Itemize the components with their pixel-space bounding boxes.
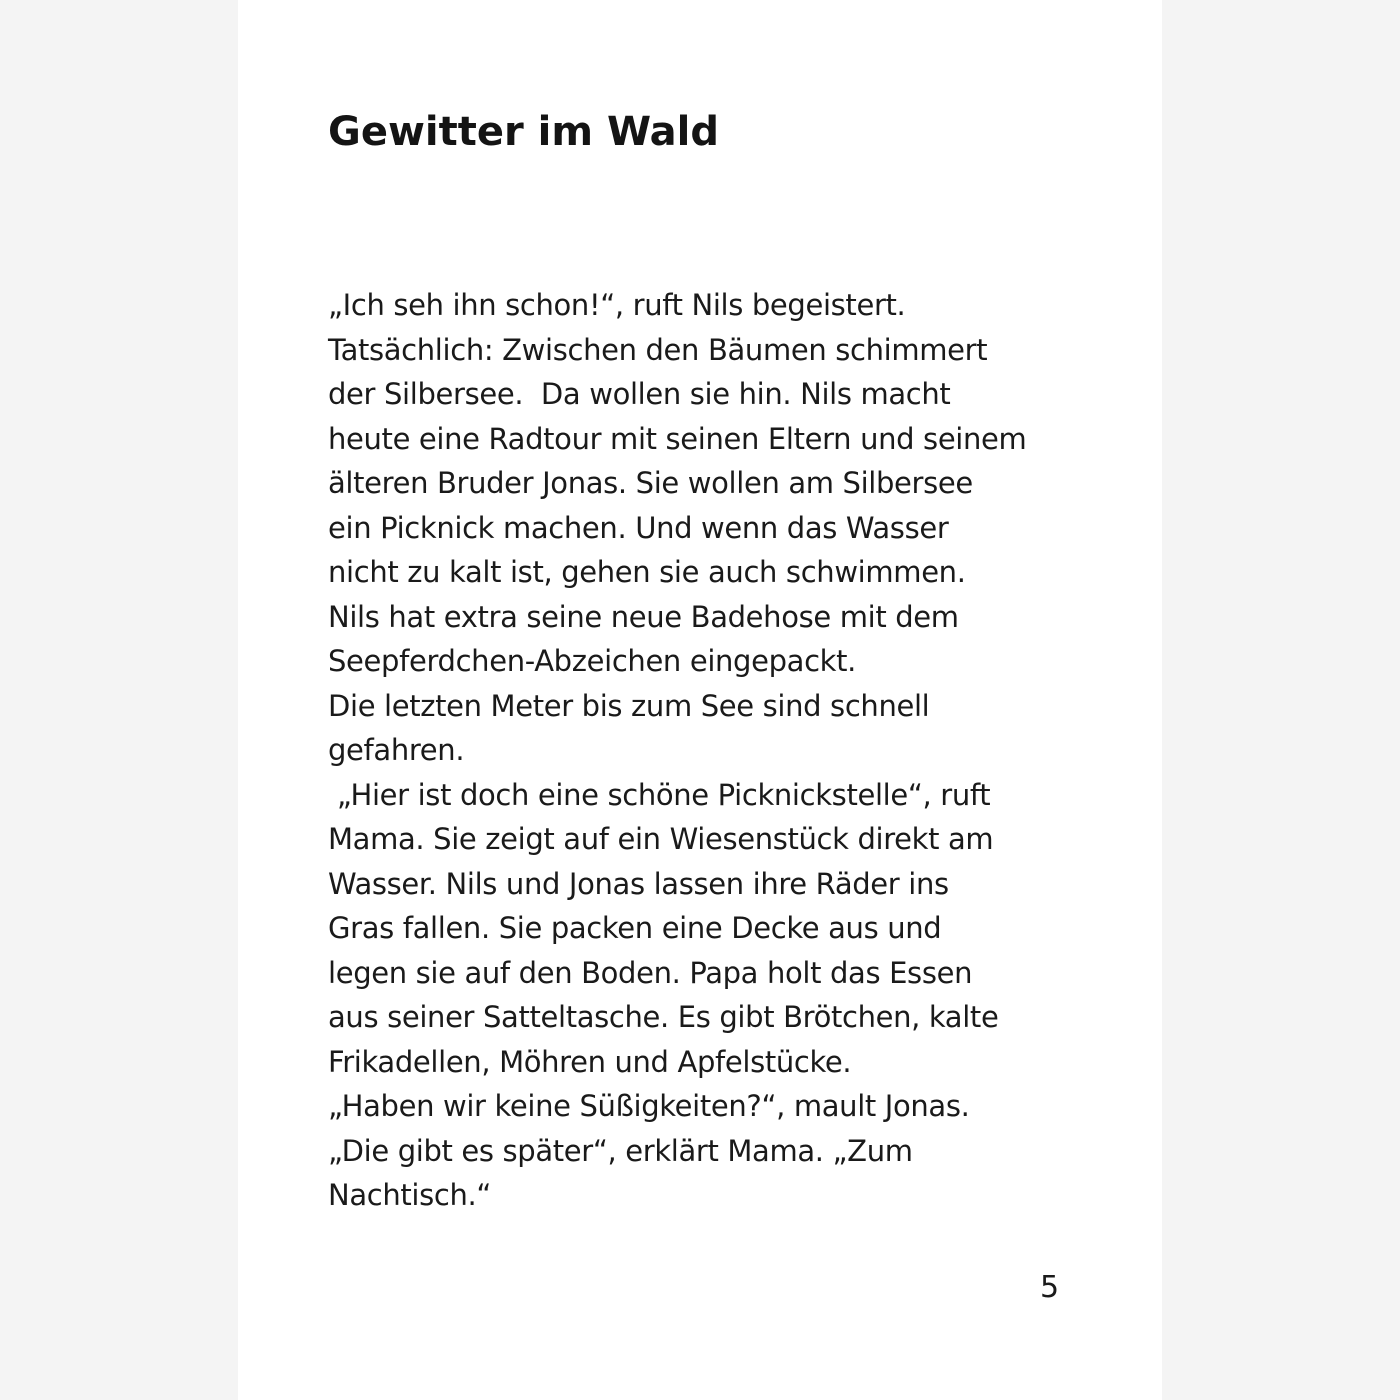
- text-line: „Die gibt es später“, erklärt Mama. „Zum: [328, 1133, 913, 1168]
- text-line: gefahren.: [328, 733, 465, 767]
- page-title: Gewitter im Wald: [328, 109, 719, 155]
- text-line: aus seiner Satteltasche. Es gibt Brötchen, kalte: [328, 1000, 999, 1034]
- text-line: der Silbersee. Da wollen sie hin. Nils macht: [328, 377, 951, 411]
- text-line: ein Picknick machen. Und wenn das Wasser: [328, 510, 949, 545]
- story-text: [328, 283, 1108, 1218]
- text-line: nicht zu kalt ist, gehen sie auch schwimmen.: [328, 555, 966, 589]
- text-line: „Hier ist doch eine schöne Picknickstelle“, ruft: [328, 777, 991, 812]
- text-line: Tatsächlich: Zwischen den Bäumen schimmert: [328, 332, 988, 367]
- text-line: Nils hat extra seine neue Badehose mit dem: [328, 599, 959, 634]
- text-line: „Ich seh ihn schon!“, ruft Nils begeistert.: [328, 288, 906, 322]
- text-line: älteren Bruder Jonas. Sie wollen am Silbersee: [328, 466, 973, 500]
- text-line: Nachtisch.“: [328, 1178, 492, 1212]
- text-line: Seepferdchen-Abzeichen eingepackt.: [328, 644, 857, 678]
- text-line: Gras fallen. Sie packen eine Decke aus und: [328, 911, 942, 945]
- text-line: Die letzten Meter bis zum See sind schnell: [328, 688, 930, 723]
- text-line: heute eine Radtour mit seinen Eltern und seinem: [328, 421, 1027, 456]
- text-line: Wasser. Nils und Jonas lassen ihre Räder ins: [328, 866, 949, 901]
- text-line: Frikadellen, Möhren und Apfelstücke.: [328, 1044, 852, 1079]
- text-line: Mama. Sie zeigt auf ein Wiesenstück direkt am: [328, 822, 994, 856]
- text-line: legen sie auf den Boden. Papa holt das Essen: [328, 955, 973, 990]
- page-number: 5: [1040, 1270, 1060, 1305]
- text-line: „Haben wir keine Süßigkeiten?“, mault Jonas.: [328, 1089, 970, 1123]
